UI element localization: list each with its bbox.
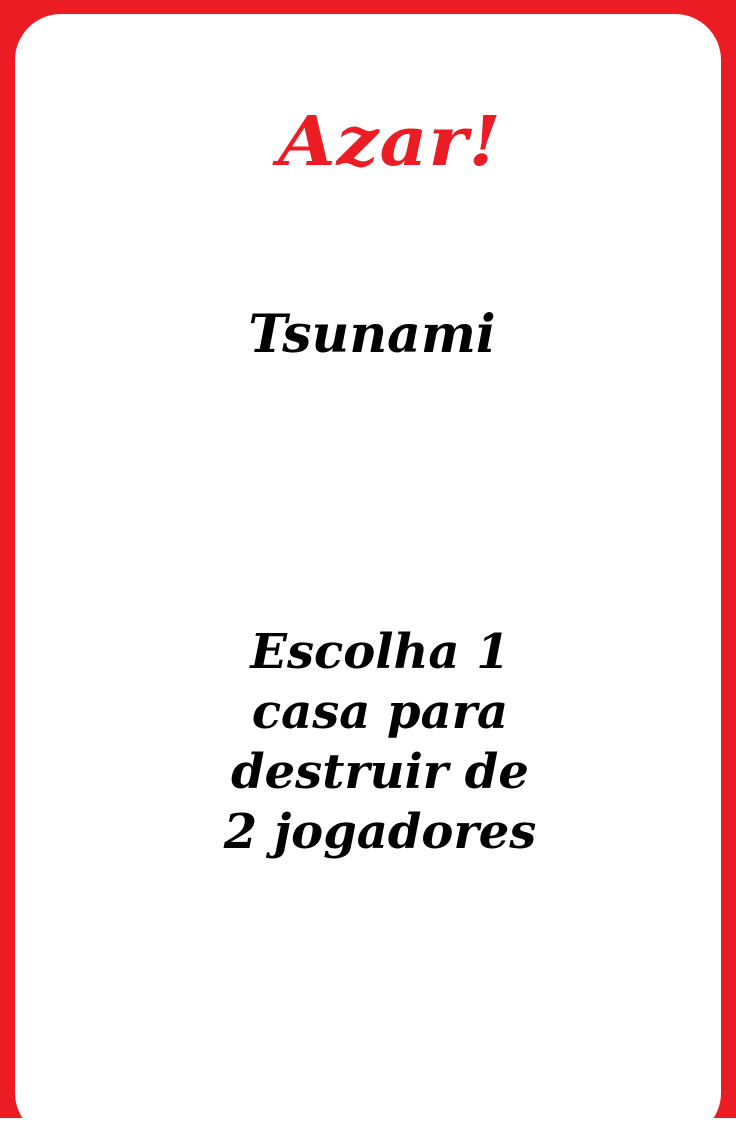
instruction-line: 2 jogadores — [223, 804, 537, 860]
card-name: Tsunami — [248, 304, 496, 365]
instruction-line: Escolha 1 — [250, 624, 510, 680]
instruction-line: casa para — [251, 684, 509, 740]
card-title: Azar! — [278, 102, 502, 182]
card-instruction — [12, 622, 736, 862]
instruction-line: destruir de — [231, 744, 529, 800]
